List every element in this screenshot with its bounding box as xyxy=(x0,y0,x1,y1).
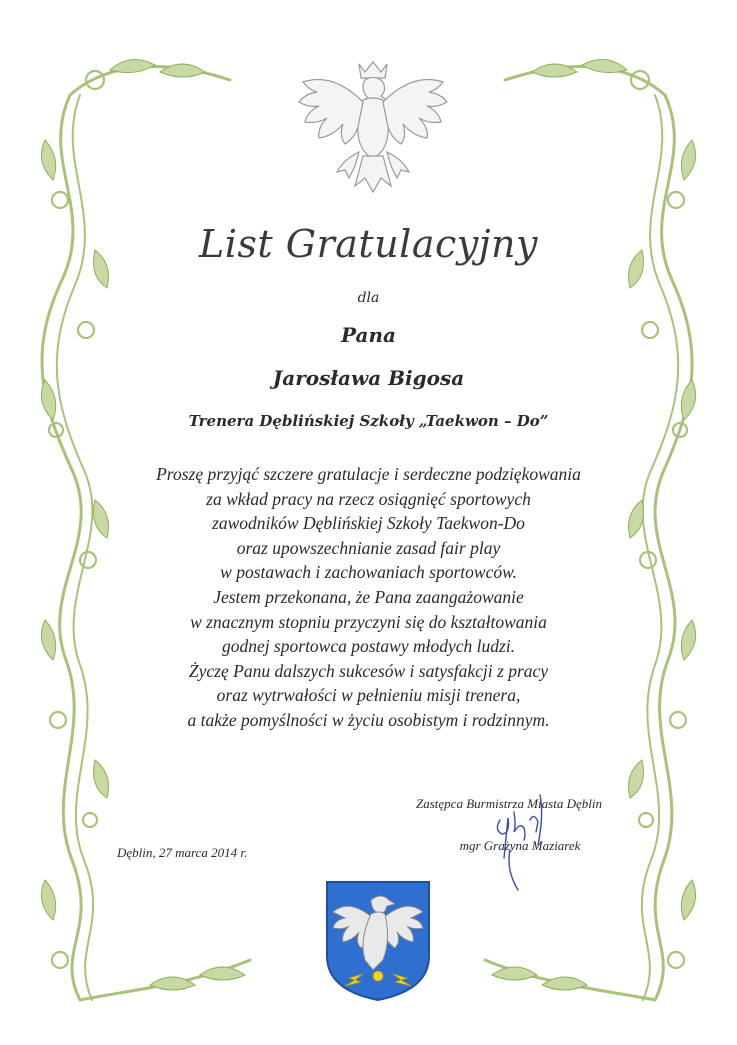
body-line: Jestem przekonana, że Pana zaangażowanie xyxy=(213,586,524,607)
recipient-name: Jarosława Bigosa xyxy=(272,366,465,390)
signer-title: Zastępca Burmistrza Miasta Dęblin xyxy=(416,796,602,811)
place-date: Dęblin, 27 marca 2014 r. xyxy=(117,845,248,860)
recipient-role: Trenera Dęblińskiej Szkoły „Taekwon – Do” xyxy=(188,412,549,430)
body-line: oraz upowszechnianie zasad fair play xyxy=(236,537,501,558)
body-line: za wkład pracy na rzecz osiągnięć sportowych xyxy=(206,488,531,509)
signer-name: mgr Grażyna Maziarek xyxy=(459,838,581,853)
body-line: w postawach i zachowaniach sportowców. xyxy=(220,562,517,583)
body-line: godnej sportowca postawy młodych ludzi. xyxy=(221,636,516,657)
certificate-body xyxy=(60,462,677,733)
body-line: w znacznym stopniu przyczyni się do kształtowania xyxy=(190,611,547,632)
certificate-title: List Gratulacyjny xyxy=(199,222,538,266)
body-line: Życzę Panu dalszych sukcesów i satysfakcji z pracy xyxy=(188,660,549,681)
polish-white-eagle-icon xyxy=(293,56,453,206)
body-line: oraz wytrwałości w pełnieniu misji trenera, xyxy=(216,685,521,706)
for-word: dla xyxy=(357,290,380,306)
salutation: Pana xyxy=(341,323,396,347)
body-line: a także pomyślności w życiu osobistym i rodzinnym. xyxy=(187,709,550,730)
deblin-coat-of-arms-icon xyxy=(323,878,433,1004)
body-line: zawodników Dęblińskiej Szkoły Taekwon-Do xyxy=(212,513,525,534)
body-line: Proszę przyjąć szczere gratulacje i serdeczne podziękowania xyxy=(156,464,581,484)
